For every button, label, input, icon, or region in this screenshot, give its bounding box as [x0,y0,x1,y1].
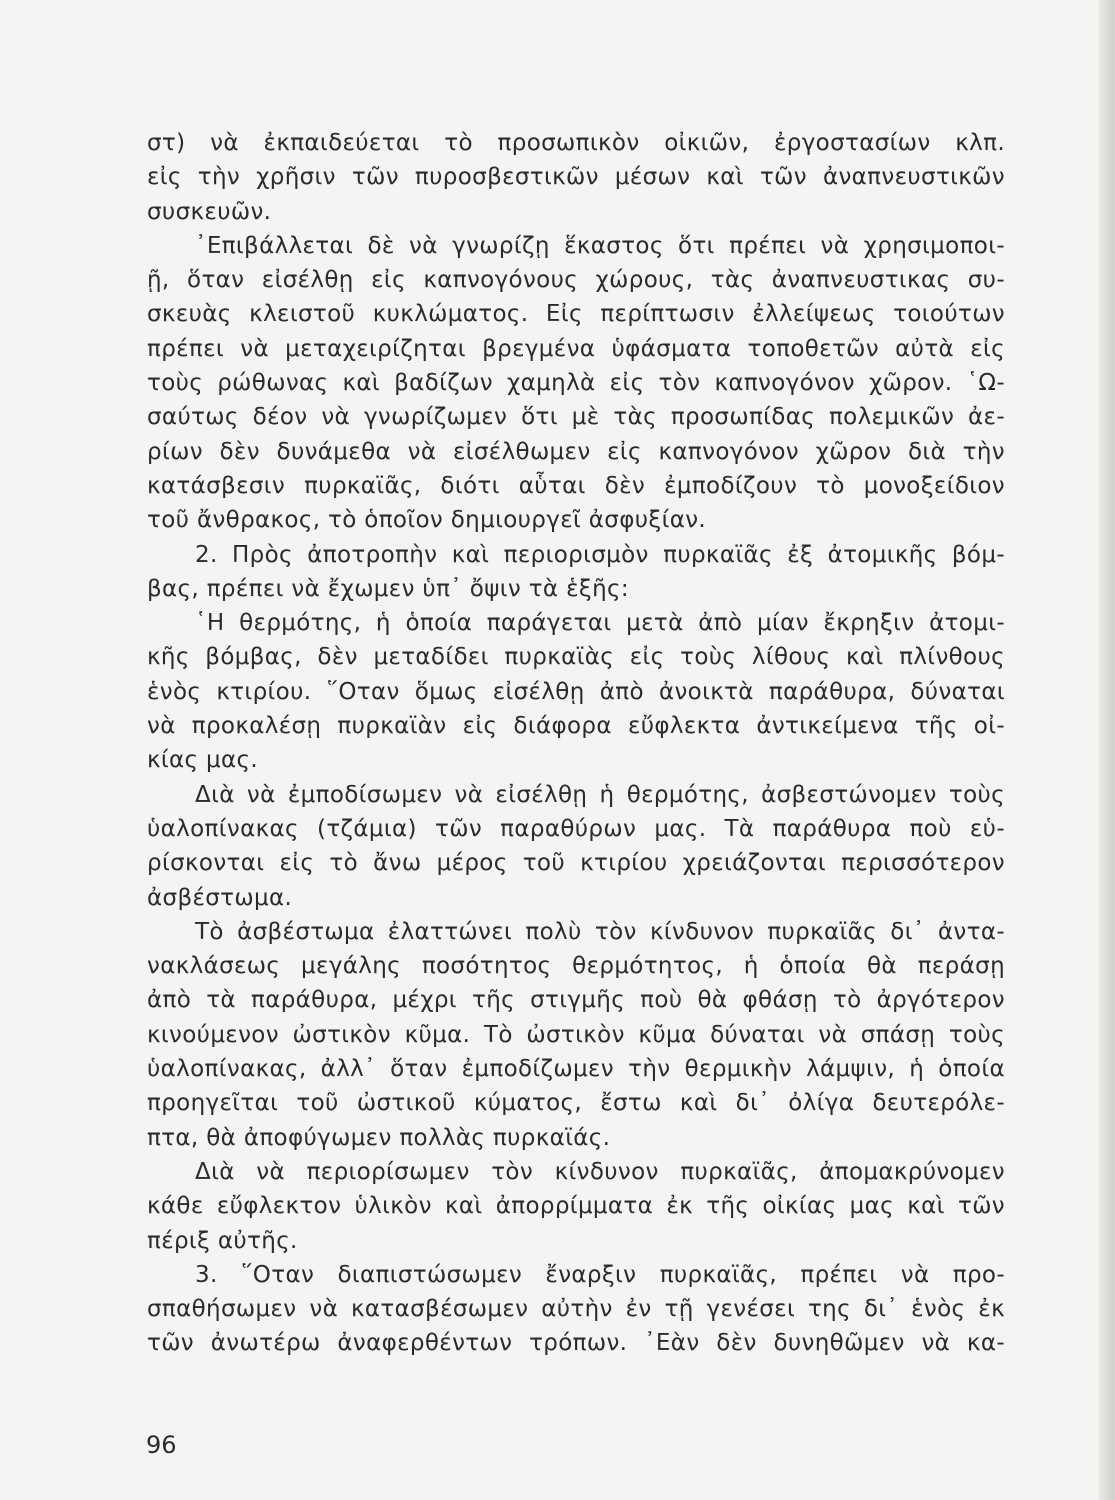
text-line: νακλάσεως μεγάλης ποσότητος θερμότητος, ἡ ὁποία θὰ περάσῃ [147,953,1005,980]
body-text [147,126,1005,1361]
text-line: ἀσβέστωμα. [147,884,293,911]
text-line: ρίων δὲν δυνάμεθα νὰ εἰσέλθωμεν εἰς καπνογόνον χῶρον διὰ τὴν [147,438,1005,465]
text-line: πέριξ αὐτῆς. [147,1227,298,1254]
text-line: προηγεῖται τοῦ ὠστικοῦ κύματος, ἔστω καὶ δι᾿ ὀλίγα δευτερόλε- [147,1090,1005,1117]
text-line: Διὰ νὰ ἐμποδίσωμεν νὰ εἰσέλθῃ ἡ θερμότης, ἀσβεστώνομεν τοὺς [195,781,1005,808]
text-line: βας, πρέπει νὰ ἔχωμεν ὑπ᾿ ὄψιν τὰ ἑξῆς: [147,575,629,602]
page-number: 96 [146,1431,177,1459]
text-line: συσκευῶν. [147,198,272,225]
text-line: ὑαλοπίνακας (τζάμια) τῶν παραθύρων μας. Τὰ παράθυρα ποὺ εὑ- [147,815,1005,842]
text-line: κῆς βόμβας, δὲν μεταδίδει πυρκαϊὰς εἰς τοὺς λίθους καὶ πλίνθους [147,644,1005,671]
text-line: κατάσβεσιν πυρκαϊᾶς, διότι αὗται δὲν ἐμποδίζουν τὸ μονοξείδιον [147,472,1005,499]
text-line: ῇ, ὅταν εἰσέλθῃ εἰς καπνογόνους χώρους, τὰς ἀναπνευστικας συ- [147,267,1005,294]
text-line: σκευὰς κλειστοῦ κυκλώματος. Εἰς περίπτωσιν ἐλλείψεως τοιούτων [147,301,1005,328]
text-line: κινούμενον ὠστικὸν κῦμα. Τὸ ὠστικὸν κῦμα δύναται νὰ σπάσῃ τοὺς [147,1021,1005,1048]
text-line: σπαθήσωμεν νὰ κατασβέσωμεν αὐτὴν ἐν τῇ γενέσει της δι᾿ ἑνὸς ἐκ [147,1296,1005,1323]
text-line: Διὰ νὰ περιορίσωμεν τὸν κίνδυνον πυρκαϊᾶς, ἀπομακρύνομεν [195,1158,1005,1185]
page-edge-shadow [1099,0,1115,1500]
text-line: ἀπὸ τὰ παράθυρα, μέχρι τῆς στιγμῆς ποὺ θὰ φθάσῃ τὸ ἀργότερον [147,987,1005,1014]
text-line: ρίσκονται εἰς τὸ ἄνω μέρος τοῦ κτιρίου χρειάζονται περισσότερον [147,850,1005,877]
text-line: πρέπει νὰ μεταχειρίζηται βρεγμένα ὑφάσματα τοποθετῶν αὐτὰ εἰς [147,335,1005,362]
text-line: κάθε εὔφλεκτον ὑλικὸν καὶ ἀπορρίμματα ἐκ τῆς οἰκίας μας καὶ τῶν [147,1193,1005,1220]
text-line: στ) νὰ ἐκπαιδεύεται τὸ προσωπικὸν οἰκιῶν, ἐργοστασίων κλπ. [147,130,1005,156]
text-line: τῶν ἀνωτέρω ἀναφερθέντων τρόπων. ᾿Εὰν δὲν δυνηθῶμεν νὰ κα- [147,1330,1005,1357]
text-line: νὰ προκαλέσῃ πυρκαϊὰν εἰς διάφορα εὔφλεκτα ἀντικείμενα τῆς οἰ- [147,713,1005,740]
text-line: 3. ῞Οταν διαπιστώσωμεν ἔναρξιν πυρκαϊᾶς, πρέπει νὰ προ- [195,1261,1005,1288]
text-line: τοὺς ρώθωνας καὶ βαδίζων χαμηλὰ εἰς τὸν καπνογόνον χῶρον. ῾Ω- [147,370,1005,397]
text-line: πτα, θὰ ἀποφύγωμεν πολλὰς πυρκαϊάς. [147,1124,611,1151]
text-line: Τὸ ἀσβέστωμα ἐλαττώνει πολὺ τὸν κίνδυνον πυρκαϊᾶς δι᾿ ἀντα- [195,918,1005,945]
text-line: ῾Η θερμότης, ἡ ὁποία παράγεται μετὰ ἀπὸ μίαν ἔκρηξιν ἀτομι- [195,610,1005,637]
text-line: 2. Πρὸς ἀποτροπὴν καὶ περιορισμὸν πυρκαϊᾶς ἐξ ἀτομικῆς βόμ- [195,541,1005,568]
text-line: σαύτως δέον νὰ γνωρίζωμεν ὅτι μὲ τὰς προσωπίδας πολεμικῶν ἀε- [147,404,1005,431]
text-line: εἰς τὴν χρῆσιν τῶν πυροσβεστικῶν μέσων καὶ τῶν ἀναπνευστικῶν [147,164,1005,191]
text-line: ᾿Επιβάλλεται δὲ νὰ γνωρίζῃ ἕκαστος ὅτι πρέπει νὰ χρησιμοποι- [195,232,1005,259]
text-line: ὑαλοπίνακας, ἀλλ᾿ ὅταν ἐμποδίζωμεν τὴν θερμικὴν λάμψιν, ἡ ὁποία [147,1056,1005,1083]
text-line: κίας μας. [147,747,259,774]
text-line: τοῦ ἄνθρακος, τὸ ὁποῖον δημιουργεῖ ἀσφυξίαν. [147,507,707,534]
text-line: ἑνὸς κτιρίου. ῞Οταν ὅμως εἰσέλθῃ ἀπὸ ἀνοικτὰ παράθυρα, δύναται [147,678,1005,705]
